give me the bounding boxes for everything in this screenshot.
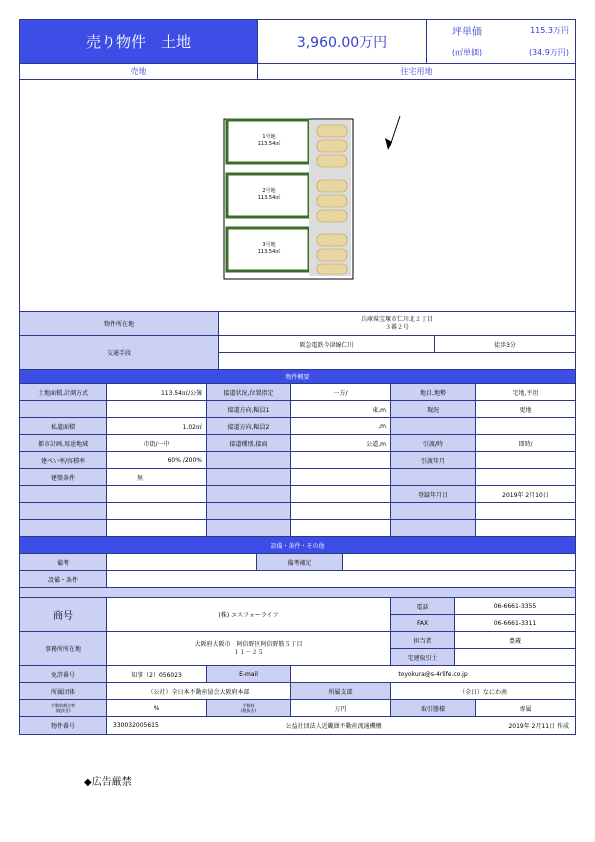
spacer-band [20,588,575,598]
walk-time: 徒歩3分 [494,341,516,349]
office-label: 事務所所在地 [20,632,107,665]
build-cond-value: 無 [107,469,207,485]
created-date: 2019年 2月11日 作成 [508,723,569,730]
assoc-value: （公社）全日本不動産協会大阪府本部 [107,683,291,699]
north-arrow-icon [385,116,400,150]
network-name: 公益社団法人近畿圏不動産流通機構 [285,723,382,730]
overview-header: 物件概要 [20,370,575,384]
footer-note: ◆広告厳禁 [84,777,132,788]
fax-label: FAX [391,615,455,631]
fee2-label [207,700,291,716]
lot-1-label [234,134,304,148]
fee-value: % [107,700,207,716]
fax-value: 06-6661-3311 [493,619,537,627]
prop-no-label: 物件番号 [20,717,107,734]
location-label: 物件所在地 [20,312,219,335]
overview-row-6 [20,469,575,486]
handover-label: 引渡/時 [391,435,476,451]
lot-2-label [234,188,304,202]
overview-row-4 [20,435,575,452]
handover-value: 即時/ [518,440,533,448]
equipment-header: 設備・条件・その他 [20,537,575,554]
lot-3-label [234,242,304,256]
address-line2: ３番２号 [384,323,409,331]
office-line1: 大阪府大阪市 阿倍野区阿倍野筋５丁目 [194,640,303,648]
prop-no-row [20,717,575,734]
zoning-type: 住宅用地 [400,67,433,76]
overview-row-5 [20,452,575,469]
tsubo-price-label: 坪単価 [452,27,482,39]
land-area-label: 土地面積,計測方式 [20,384,107,400]
mode-label: 取引態様 [391,700,476,716]
assoc-row [20,683,575,700]
road-dir1-label: 接道方向,幅員1 [207,401,291,417]
property-sheet [19,19,576,735]
overview-row-9 [20,520,575,537]
overview-row-1 [20,384,575,401]
office-row [20,632,575,666]
office-address [107,632,391,665]
lot-2-area: 113.54㎡ [257,195,281,201]
land-area-value: 113.54㎡/公簿 [107,384,207,400]
overview-row-8 [20,503,575,520]
license-label: 免許番号 [20,666,107,682]
office-line2: １１－２５ [233,648,264,656]
tsubo-price-value: 115.3万円 [530,26,569,36]
train-line: 阪急電鉄今津線仁川 [219,336,435,352]
email-label: E-mail [207,666,291,682]
fee2-label-sub: (税抜き) [240,708,257,713]
fee-label [20,700,107,716]
header-row [20,20,575,64]
coverage-label: 建ぺい率/容積率 [20,452,107,468]
staff-value: 豊蔵 [508,637,521,645]
license-row [20,666,575,683]
email-value: toyokura@s-4rlife.co.jp [398,670,468,678]
realtor-label: 宅建取引士 [391,649,455,665]
overview-row-3 [20,418,575,435]
sqm-price-label: (㎡単価) [451,47,483,57]
remarks-sup-label: 備考補足 [257,554,343,570]
build-cond-label: 建築条件 [20,469,107,485]
road-status-value: 一方/ [291,384,391,400]
fee-label-sub: (税抜き) [55,708,71,713]
transport-label: 交通手段 [20,336,219,369]
overview-row-2 [20,401,575,418]
transport-row [20,336,575,370]
location-value [219,312,575,335]
listing-title: 売り物件 土地 [20,20,258,63]
trade-name-row [20,598,575,632]
handover-date-label: 引渡年月 [391,452,476,468]
private-road-label: 私道面積 [20,418,107,434]
fee2-value: 万円 [291,700,391,716]
equip-row [20,571,575,588]
road-status-label: 接道状況,位置指定 [207,384,291,400]
road-type-value: 公道,m [291,435,391,451]
sqm-price-value: (34.9万円) [528,47,569,57]
fee-label-text: 手数料割合率 [51,703,75,708]
tel-label: 電話 [391,598,455,614]
price: 3,960.00万円 [258,20,427,63]
site-plan-area [20,80,575,312]
trade-name-label: 商号 [20,598,107,631]
license-value: 知事（2）056023 [107,666,207,682]
reg-date-label: 登録年月日 [391,486,476,502]
reg-date-value: 2019年 2月10日 [502,491,549,499]
overview-row-7 [20,486,575,503]
land-category-label: 地目,地勢 [391,384,476,400]
fee2-label-text: 手数料 [242,703,255,708]
road-dir2-label: 接道方向,幅員2 [207,418,291,434]
branch-value: （全日）なにわ南 [458,688,507,696]
tel-value: 06-6661-3355 [493,602,537,610]
prop-no-value: 330032005615 [113,722,159,729]
city-plan-value: 市街/一中 [107,435,207,451]
private-road-value: 1.02㎡ [107,418,207,434]
trade-name: (株) エスフォーライフ [107,598,391,631]
lot-3-area: 113.54㎡ [257,249,281,255]
lot-1-area: 113.54㎡ [257,141,281,147]
transport-values [219,336,575,369]
road-dir1-value: 東,m [291,401,391,417]
equip-label: 設備・条件 [20,571,107,587]
location-row [20,312,575,336]
land-category-value: 宅地,平坦 [512,389,539,397]
property-kind: 売地 [20,64,258,79]
remarks-row [20,554,575,571]
remarks-label: 備考 [20,554,107,570]
mode-value: 専属 [519,705,532,713]
unit-price-block [427,20,575,63]
branch-label: 所属支部 [291,683,391,699]
road-dir2-value: ,m [291,418,391,434]
type-row [20,64,575,80]
current-status-value: 更地 [519,406,532,414]
current-status-label: 現況 [391,401,476,417]
road-type-label: 接道種別,接面 [207,435,291,451]
lot-2-name: 2号地 [262,188,276,194]
assoc-label: 所属団体 [20,683,107,699]
parking-cars [317,125,347,274]
city-plan-label: 都市計画,用途地域 [20,435,107,451]
lot-1-name: 1号地 [262,134,276,140]
fee-row [20,700,575,717]
lot-3-name: 3号地 [262,242,276,248]
staff-label: 担当者 [391,632,455,648]
address-line1: 兵庫県宝塚市仁川北２丁目 [360,315,433,323]
coverage-value: 60% /200% [107,452,207,468]
